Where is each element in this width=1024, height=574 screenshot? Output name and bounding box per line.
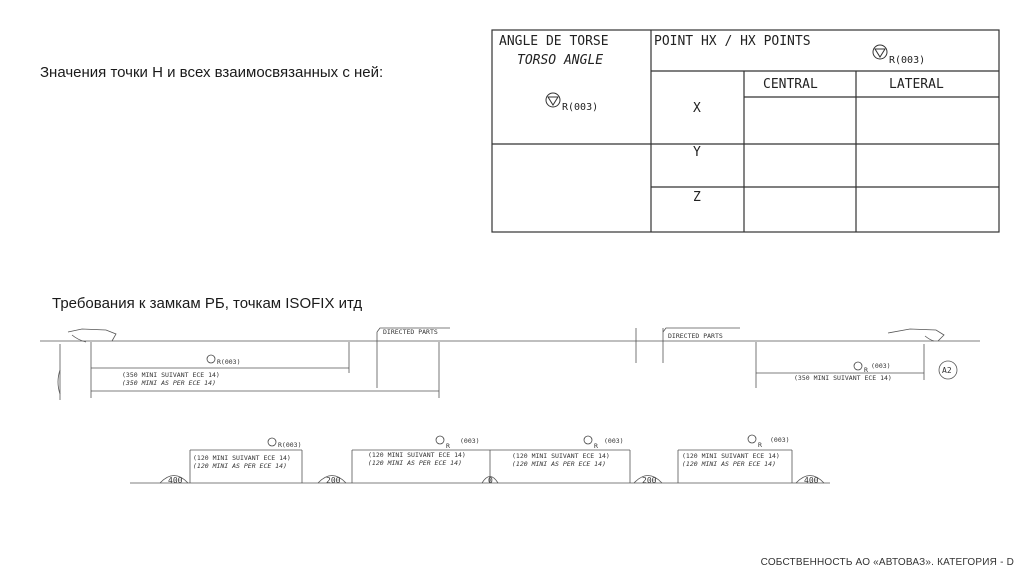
dim-0: 0 [488, 476, 493, 485]
dim-120-fr-box3: (120 MINI SUIVANT ECE 14) [512, 452, 610, 460]
dim-120-fr-box2: (120 MINI SUIVANT ECE 14) [368, 451, 466, 459]
footer-ownership: СОБСТВЕННОСТЬ АО «АВТОВАЗ». КАТЕГОРИЯ - D [760, 557, 1014, 568]
torso-angle-fr: ANGLE DE TORSE [499, 34, 609, 49]
code-003-box2: (003) [460, 437, 480, 445]
r-label-box2: R [446, 442, 450, 450]
dim-200-left: 200 [326, 476, 341, 485]
col-central: CENTRAL [763, 77, 818, 92]
code-003-box3: (003) [604, 437, 624, 445]
label-a2: A2 [942, 366, 952, 375]
dim-350-en-left: (350 MINI AS PER ECE 14) [122, 379, 216, 387]
seat-reference-icon [546, 93, 560, 107]
torso-r-code: R(003) [562, 102, 599, 113]
seat-reference-icon [873, 45, 887, 59]
point-hx-header: POINT HX / HX POINTS [654, 34, 811, 49]
hx-point-table [491, 29, 1000, 233]
directed-parts-label-right: DIRECTED PARTS [668, 332, 723, 340]
dim-120-fr-box4: (120 MINI SUIVANT ECE 14) [682, 452, 780, 460]
r-label-box3: R [594, 442, 598, 450]
isofix-drawing [40, 318, 980, 488]
dim-120-en-box1: (120 MINI AS PER ECE 14) [193, 462, 287, 470]
dim-350-fr-right: (350 MINI SUIVANT ECE 14) [794, 374, 892, 382]
drawing-lines [40, 318, 980, 488]
torso-angle-en: TORSO ANGLE [517, 53, 604, 68]
dim-400-left: 400 [168, 476, 183, 485]
r-label-right: R [864, 366, 868, 374]
heading-h-point: Значения точки H и всех взаимосвязанных с ней: [40, 64, 384, 81]
dim-400-right: 400 [804, 476, 819, 485]
row-z-label: Z [693, 190, 701, 205]
dim-120-en-box3: (120 MINI AS PER ECE 14) [512, 460, 606, 468]
seat-reference-icon [207, 355, 862, 446]
row-x-label: X [693, 101, 701, 116]
r003-label-top: R(003) [217, 358, 241, 366]
dim-120-en-box2: (120 MINI AS PER ECE 14) [368, 459, 462, 467]
code-003-box4: (003) [770, 436, 790, 444]
col-lateral: LATERAL [889, 77, 944, 92]
dim-350-fr-left: (350 MINI SUIVANT ECE 14) [122, 371, 220, 379]
code-003-right: (003) [871, 362, 891, 370]
dim-200-right: 200 [642, 476, 657, 485]
directed-parts-label-left: DIRECTED PARTS [383, 328, 438, 336]
point-r-code: R(003) [889, 55, 926, 66]
heading-requirements: Требования к замкам РБ, точкам ISOFIX итд [52, 295, 363, 312]
dim-120-fr-box1: (120 MINI SUIVANT ECE 14) [193, 454, 291, 462]
r-label-box1: R(003) [278, 441, 302, 449]
row-y-label: Y [693, 145, 701, 160]
dim-120-en-box4: (120 MINI AS PER ECE 14) [682, 460, 776, 468]
r-label-box4: R [758, 441, 762, 449]
